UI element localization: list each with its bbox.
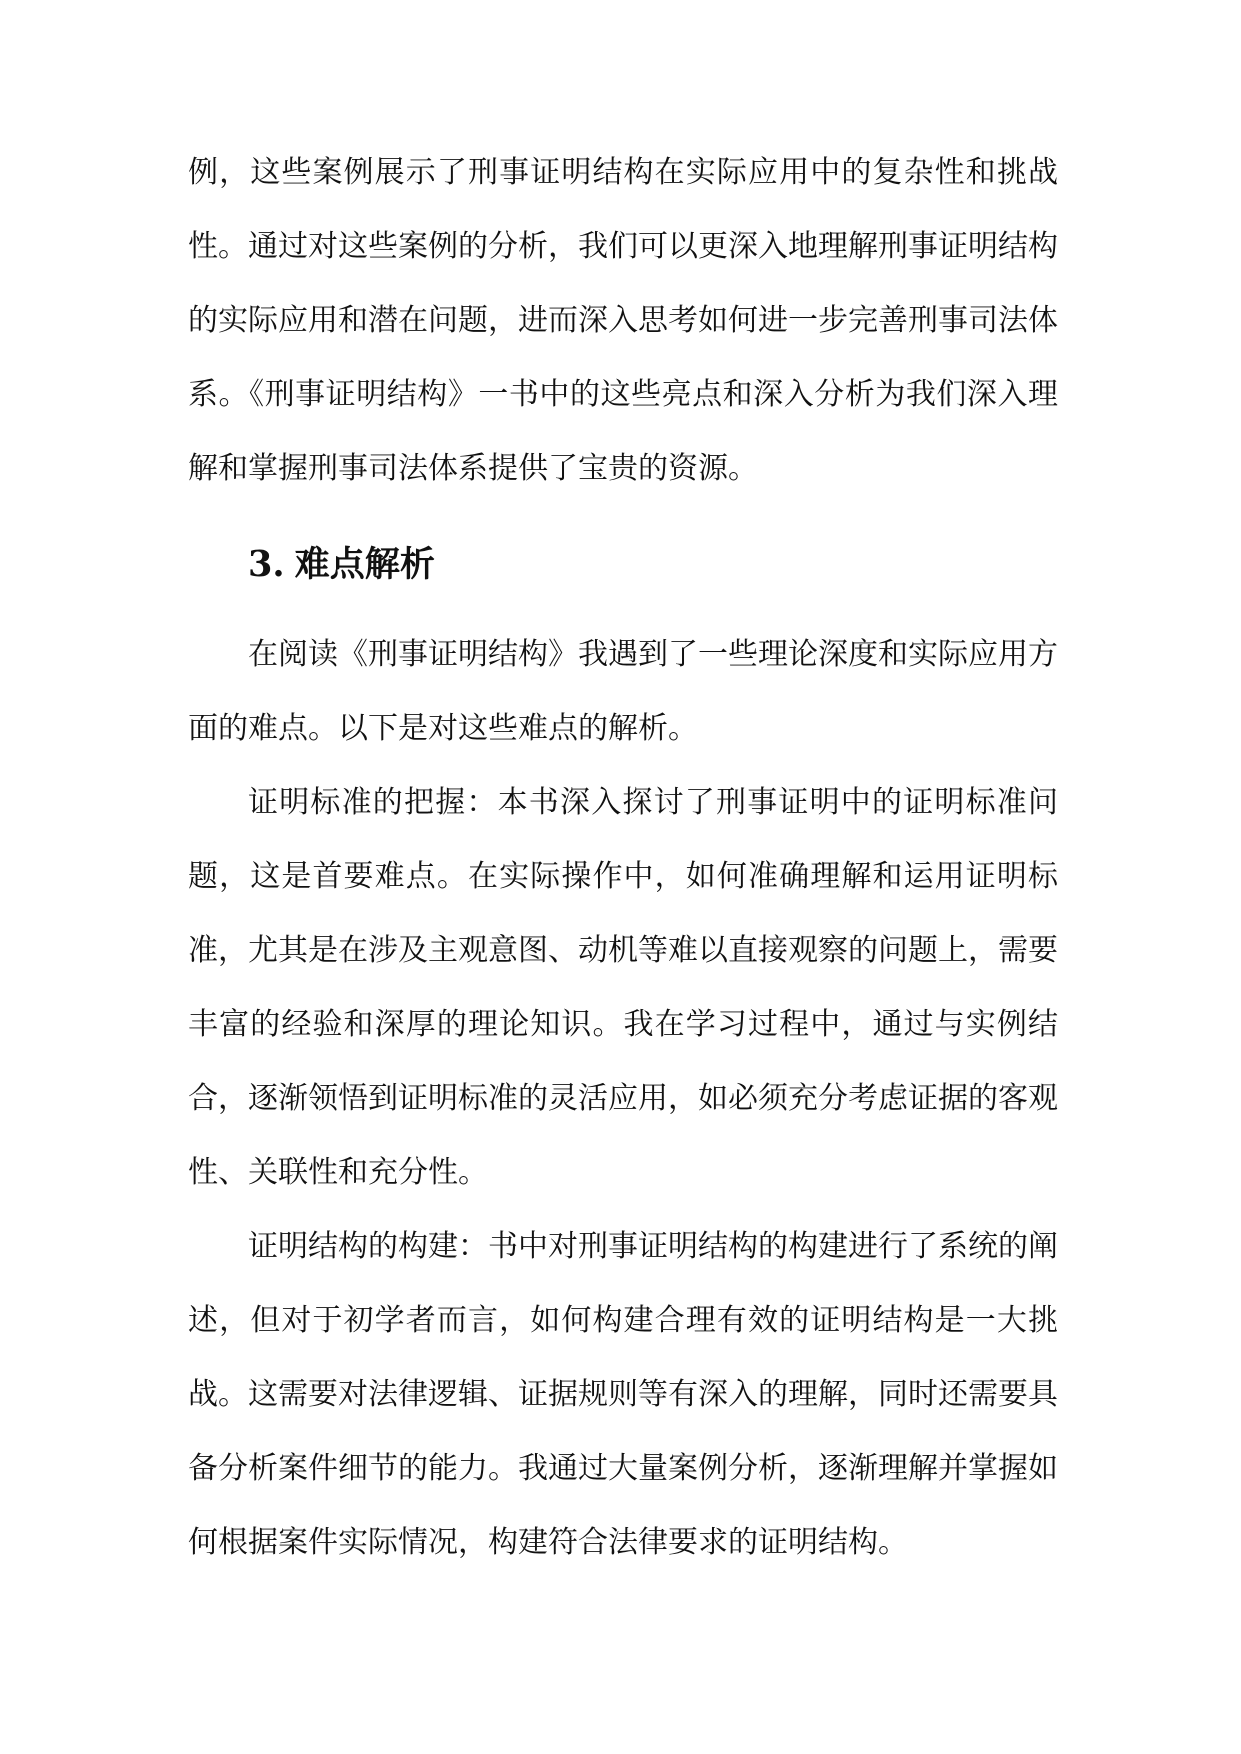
section-heading xyxy=(188,506,1058,618)
paragraph-intro: 在阅读《刑事证明结构》我遇到了一些理论深度和实际应用方面的难点。以下是对这些难点的解析。 xyxy=(188,637,1058,746)
section-title: 难点解析 xyxy=(294,544,435,585)
document-body xyxy=(188,136,1058,1580)
section-number: 3. xyxy=(248,544,285,585)
paragraph-proof-structure: 证明结构的构建：书中对刑事证明结构的构建进行了系统的阐述，但对于初学者而言，如何构建合理有效的证明结构是一大挑战。这需要对法律逻辑、证据规则等有深入的理解，同时还需要具备分析案件细节的能力。我通过大量案例分析，逐渐理解并掌握如何根据案件实际情况，构建符合法律要求的证明结构。 xyxy=(188,1229,1058,1560)
paragraph-proof-standard: 证明标准的把握：本书深入探讨了刑事证明中的证明标准问题，这是首要难点。在实际操作中，如何准确理解和运用证明标准，尤其是在涉及主观意图、动机等难以直接观察的问题上，需要丰富的经验和深厚的理论知识。我在学习过程中，通过与实例结合，逐渐领悟到证明标准的灵活应用，如必须充分考虑证据的客观性、关联性和充分性。 xyxy=(188,785,1058,1190)
paragraph-continued: 例，这些案例展示了刑事证明结构在实际应用中的复杂性和挑战性。通过对这些案例的分析，我们可以更深入地理解刑事证明结构的实际应用和潜在问题，进而深入思考如何进一步完善刑事司法体系。《刑事证明结构》一书中的这些亮点和深入分析为我们深入理解和掌握刑事司法体系提供了宝贵的资源。 xyxy=(188,155,1058,486)
